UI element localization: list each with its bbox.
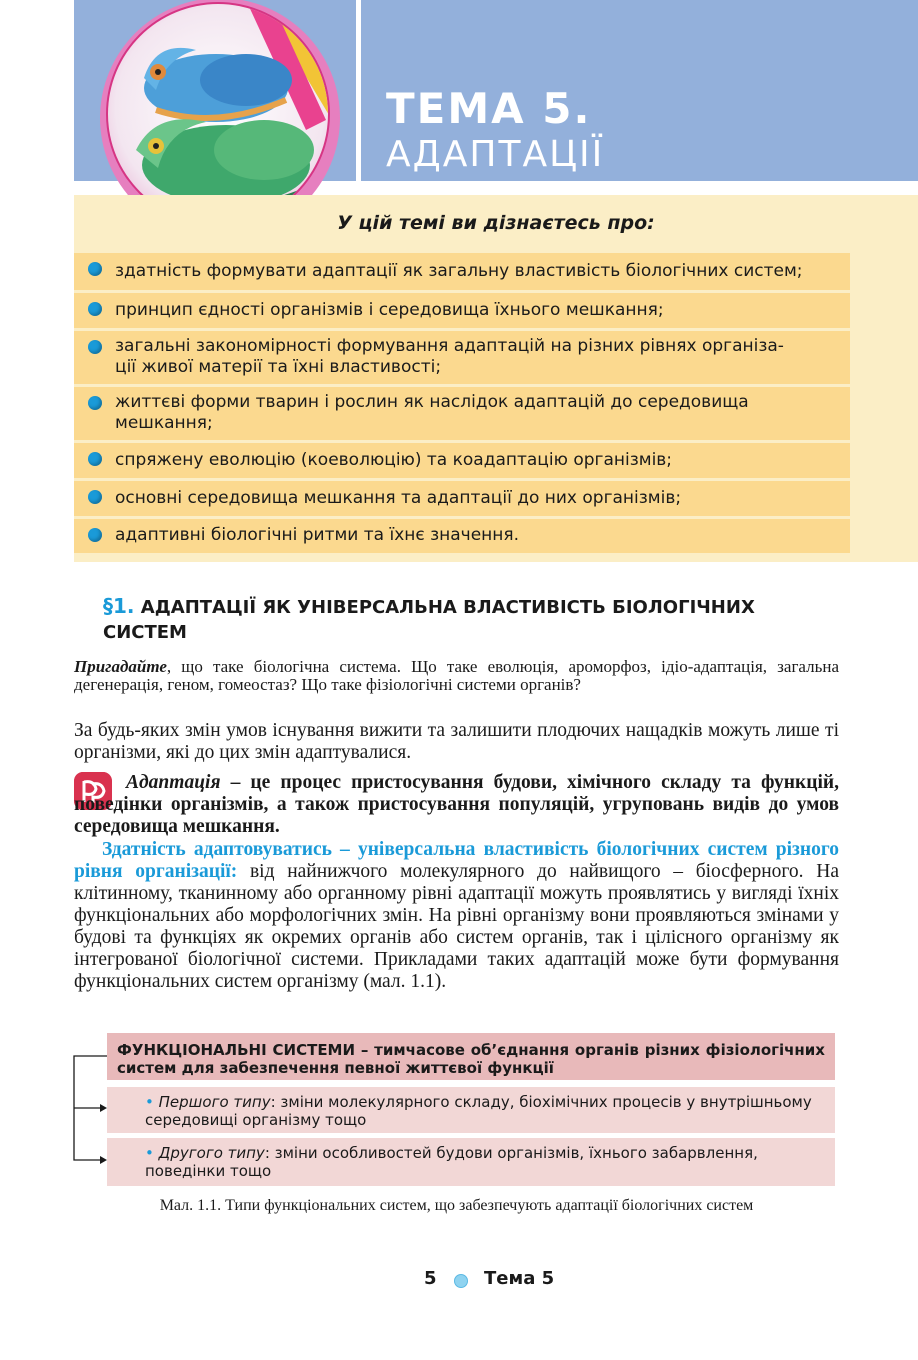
page-number: 5 <box>424 1268 437 1289</box>
section-number: §1. <box>103 594 135 618</box>
section-heading <box>103 594 843 645</box>
theme-name: АДАПТАЦІЇ <box>386 134 605 175</box>
definition-text: – це процес пристосування будови, хімічного складу та функцій, поведінки організмів, а також пристосування популяцій, угруповань видів до умов середовища мешкання. <box>74 772 839 837</box>
definition-paragraph <box>74 772 839 838</box>
learn-item: основні середовища мешкання та адаптації до них організмів; <box>74 481 850 516</box>
learn-title: У цій темі ви дізнаєтесь про: <box>337 212 655 234</box>
learn-item: спряжену еволюцію (коеволюцію) та коадаптацію організмів; <box>74 443 850 478</box>
recall-paragraph <box>74 658 839 694</box>
bullet-icon <box>88 528 102 542</box>
learn-item: здатність формувати адаптації як загальну властивість біологічних систем; <box>74 253 850 290</box>
footer-topic: Тема 5 <box>484 1268 555 1289</box>
bullet-icon: • <box>145 1144 154 1162</box>
section-title-line1: АДАПТАЦІЇ ЯК УНІВЕРСАЛЬНА ВЛАСТИВІСТЬ БІОЛОГІЧНИХ <box>140 597 755 618</box>
figure-caption: Мал. 1.1. Типи функціональних систем, що забезпечують адаптації біологічних систем <box>159 1197 754 1214</box>
bullet-icon <box>88 262 102 276</box>
section-title-line2: СИСТЕМ <box>103 622 187 643</box>
learn-item: принцип єдності організмів і середовища їхнього мешкання; <box>74 293 850 328</box>
diagram-connector <box>70 1050 110 1170</box>
definition-term: Адаптація <box>126 772 221 793</box>
paragraph-1: За будь-яких змін умов існування вижити та залишити плодючих нащадків можуть лише ті організми, які до цих змін адаптувалися. <box>74 720 839 763</box>
diagram-box-type-2: • Другого типу: зміни особливостей будови організмів, їхнього забарвлення, поведінки тощо <box>107 1138 835 1186</box>
paragraph-2 <box>74 839 839 993</box>
bullet-icon <box>88 452 102 466</box>
diagram-header: ФУНКЦІОНАЛЬНІ СИСТЕМИ – тимчасове об’єднання органів різних фізіологічних систем для забезпечення певної життєвої функції <box>107 1033 835 1080</box>
bullet-icon <box>88 396 102 410</box>
theme-number: ТЕМА 5. <box>386 84 592 133</box>
bullet-icon <box>88 340 102 354</box>
footer-dot-icon <box>454 1274 468 1288</box>
recall-text: , що таке біологічна система. Що таке еволюція, ароморфоз, ідіо-адаптація, загальна дегенерація, геном, гомеостаз? Що таке фізіологічні системи органів? <box>74 657 839 694</box>
paragraph-2-highlight: Здатність адаптовуватись – універсальна властивість біологічних систем різного рівня організації: <box>74 839 839 882</box>
bullet-icon <box>88 302 102 316</box>
recall-lead: Пригадайте <box>74 657 167 676</box>
paragraph-2-text: від найнижчого молекулярного до найвищого – біосферного. На клітинному, тканинному або органному рівні адаптації можуть проявлятись у вигляді їхніх функціональних або морфологічних змін. На рівні організму вони проявляються змінами у будові та функціях як окремих органів або систем органів, так і цілісного організму як інтегрованої біологічної системи. Прикладами таких адаптацій може бути формування функціональних систем організму (мал. 1.1). <box>74 861 839 992</box>
learn-item: життєві форми тварин і рослин як наслідок адаптацій до середовища мешкання; <box>74 387 850 440</box>
bullet-icon: • <box>145 1093 154 1111</box>
learn-item: загальні закономірності формування адаптацій на різних рівнях організа- ції живої матерії та їхні властивості; <box>74 331 850 384</box>
learn-item: адаптивні біологічні ритми та їхнє значення. <box>74 519 850 553</box>
bullet-icon <box>88 490 102 504</box>
diagram-box-type-1: • Першого типу: зміни молекулярного складу, біохімічних процесів у внутрішньому середовищі організму тощо <box>107 1087 835 1133</box>
